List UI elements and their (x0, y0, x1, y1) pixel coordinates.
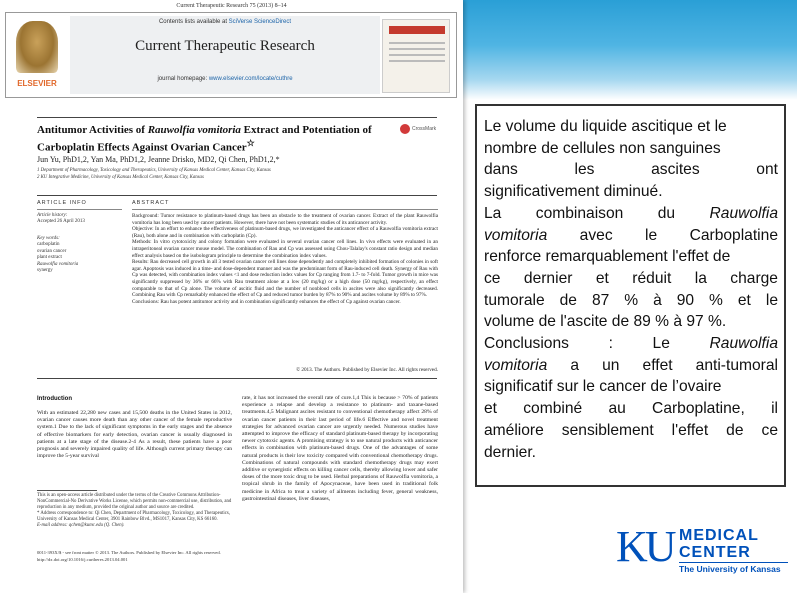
keyword: plant extract (37, 255, 62, 261)
affiliation-1: 1 Department of Pharmacology, Toxicology and Therapeutics, University of Kansas Medical Center, Kansas City, Kansas (37, 168, 271, 173)
summary-line: nombre de cellules non sanguines (484, 139, 721, 157)
footnote-email: E-mail address: qchen@kumc.edu (Q. Chen). (37, 523, 125, 528)
cover-line (389, 48, 445, 50)
ku-line-medical: MEDICAL (679, 527, 759, 544)
homepage-prefix: journal homepage: (157, 76, 209, 82)
crossmark-label: CrossMark (412, 126, 437, 132)
summary-line: significativement diminué. (484, 183, 663, 201)
summary-line-vomitoria: vomitoria avec le Carboplatine (484, 226, 778, 244)
journal-header-center (70, 16, 380, 94)
cover-line (389, 54, 445, 56)
title-part: Antitumor Activities of (37, 124, 148, 136)
keywords-block (37, 236, 122, 274)
footnote-address: * Address correspondence to: Qi Chen, Department of Pharmacology, Toxicology, and Therapeutics, University of Kansas Medical Center, 3901 Rainbow Blvd., MS1017, Kansas City, KS 66160. (37, 511, 230, 522)
cover-title-bar (389, 26, 445, 34)
summary-line: significatif sur le cancer de l’ovaire (484, 378, 722, 396)
journal-citation: Current Therapeutic Research 75 (2013) 8–14 (176, 3, 287, 9)
cover-line (389, 42, 445, 44)
ku-letters: KU (616, 522, 674, 571)
abstract-conclusions: Conclusions: Rau has potent antitumor activity and in combination significantly enhances the effect of Cp against ovarian cancer. (132, 298, 401, 305)
elsevier-logo (10, 19, 64, 89)
history-label: Article history: (37, 213, 68, 218)
summary-line: améliore sensiblement l'effet de ce (484, 421, 778, 439)
abstract-background: Background: Tumor resistance to platinum-based drugs has been an obstacle to the treatment of ovarian cancer. Extract of the plant Rauwolfia vomitoria has long been used by cancer patients. However, there have not been systematic studies of its anticancer activity. (132, 213, 438, 226)
homepage-line (70, 76, 380, 82)
summary-line: et combiné au Carboplatine, il (484, 400, 778, 418)
contents-prefix: Contents lists available at (158, 19, 229, 25)
divider (37, 209, 122, 210)
copyright-line: © 2013. The Authors. Published by Elsevier Inc. All rights reserved. (296, 367, 438, 373)
summary-line: dans les ascites ont (484, 161, 778, 179)
crossmark-icon (400, 124, 410, 134)
footnote-open-access: This is an open-access article distributed under the terms of the Creative Commons Attribution-NonCommercial-No Derivative Works License, which permits non-commercial use, distribution, and reproduction in any medium, provided the original author and source are credited. (37, 493, 232, 510)
summary-line: Le volume du liquide ascitique et le (484, 118, 727, 135)
divider (37, 195, 437, 196)
affiliation-2: 2 KU Integrative Medicine, University of Kansas Medical Center, Kansas City, Kansas (37, 175, 204, 180)
journal-cover-thumbnail (382, 19, 450, 93)
journal-title: Current Therapeutic Research (135, 38, 315, 54)
ku-line-center: CENTER (679, 544, 751, 561)
summary-line: volume de l'ascite de 89 % à 97 %. (484, 313, 727, 331)
journal-header (5, 12, 457, 98)
keyword: synergy (37, 268, 53, 274)
keyword: carboplatin (37, 242, 60, 248)
ku-divider (679, 562, 788, 563)
cover-line (389, 60, 445, 62)
doi-link[interactable]: http://dx.doi.org/10.1016/j.curtheres.2013.04.001 (37, 557, 128, 562)
ku-medical-center-logo (616, 522, 791, 574)
summary-line: renforce remarquablement l'effet de (484, 248, 731, 266)
summary-line-conclusions: Conclusions : Le Rauwolfia (484, 335, 778, 353)
publisher-name: ELSEVIER (17, 79, 57, 88)
summary-line: tumorale de 87 % à 90 % et le (484, 291, 778, 309)
abstract-text (132, 213, 438, 305)
divider (132, 209, 438, 210)
summary-line: ce dernier et réduit la charge (484, 269, 778, 287)
article-title: Antitumor Activities of Rauwolfia vomitoria Extract and Potentiation of Carboplatin Effects Against Ovarian Cancer☆ (37, 124, 372, 154)
title-species: Rauwolfia vomitoria (147, 124, 241, 136)
summary-line-combination: La combinaison du Rauwolfia (484, 204, 778, 222)
sciencedirect-link[interactable]: SciVerse ScienceDirect (228, 19, 292, 25)
article-history (37, 213, 122, 226)
abstract-label: ABSTRACT (132, 200, 170, 206)
homepage-link[interactable]: www.elsevier.com/locate/cuthre (208, 76, 293, 82)
abstract-methods: Methods: In vitro cytotoxicity and colony formation were evaluated in several ovarian cancer cell lines. In vivo effects were evaluated in an intraperitoneal ovarian cancer mouse model. The combination of Rau and Cp was assessed using Chou-Talalay's constant ratio design and median effect analysis based on the isobologram principle to determine the combination index values. (132, 239, 438, 259)
abstract-objective: Objective: In an effort to enhance the effectiveness of platinum-based drugs, we investigated the anticancer effect of a Rauwolfia vomitoria extract (Rau), both alone and in combination with carboplatin (Cp). (132, 226, 438, 239)
contents-line (70, 19, 380, 25)
history-value: Accepted 26 April 2013 (37, 219, 85, 225)
footnote-divider (37, 490, 97, 491)
article-info-label: ARTICLE INFO (37, 200, 87, 206)
ku-university-name: The University of Kansas (679, 564, 781, 574)
footnotes (37, 493, 232, 529)
french-summary-box (475, 104, 786, 487)
article-authors: Jun Yu, PhD1,2, Yan Ma, PhD1,2, Jeanne Drisko, MD2, Qi Chen, PhD1,2,* (37, 155, 280, 164)
issn-line: 0011-393X/$ - see front matter © 2013. The Authors. Published by Elsevier Inc. All rights reserved. (37, 550, 221, 555)
title-part: Extract and Potentiation of Carboplatin Effects Against Ovarian Cancer (37, 124, 372, 154)
french-summary-text (484, 116, 778, 463)
abstract-results: Results: Rau decreased cell growth in all 3 tested ovarian cancer cell lines dose dependently and completely inhibited formation of colonies in soft agar. Apoptosis was induced in a time- and dose-dependent manner and was the predominant form of Rau-induced cell death. Synergy of Rau with Cp was detected, with combination index values <1 and dose reduction index values for Cp ranging from 1.7- to 7-fold. Tumor growth in mice was significantly suppressed by 36% or 66% with Rau treatment alone at a low (20 mg/kg) or a high dose (50 mg/kg), respectively, an effect comparable to that of Cp alone. The volume of ascitic fluid and the number of nonblood cells in ascites were also significantly decreased. Combining Rau with Cp remarkably enhanced the effect of Cp and reduced tumor burden by 87% to 90% and ascites volume by 89% to 97%. (132, 259, 438, 299)
divider (37, 378, 437, 379)
divider (37, 117, 437, 118)
keyword: ovarian cancer (37, 248, 67, 254)
summary-line: dernier. (484, 443, 537, 461)
introduction-left-column: With an estimated 22,280 new cases and 15,500 deaths in the United States in 2012, ovarian cancer causes more death than any other cancer of the female reproductive system.1 Due to the lack of significant symptoms in the early stages and the absence of effective biomarkers for early detection, ovarian cancer is usually diagnosed in patients at a late stage of the disease.2-4 As a result, these patients have a poor prognosis and severely impaired quality of life. Although current primary therapy can improve the 5-year survival (37, 410, 232, 460)
ku-medical-center-name (679, 527, 759, 561)
introduction-right-column: rate, it has not increased the overall rate of cure.1,4 This is because > 70% of patients experience a relapse and develop a resistance to platinum- and taxane-based treatments.4,5 Malignant ascites resistant to conventional chemotherapy affect 28% of ovarian cancer patients in their last period of life.6 Effective and novel treatment strategies for advanced ovarian cancer are urgently needed. Numerous studies have attempted to improve the efficacy of standard platinum-based therapy by incorporating newer cytotoxic agents. A promising strategy is to use natural products with anticancer effects in combination with platinum-based drugs. One of the advantages of some natural products is their low toxicity compared with conventional chemotherapy drugs. Combinations of natural compounds with standard chemotherapy drugs may exert additive or synergistic effects on killing cancer cells, thereby allowing lower and safer doses of the more toxic drug to be used. Herbal preparations of Rauwolfia vomitoria, a tropical shrub in the family of Apocynaceae, have been used in traditional folk medicine in Africa to treat a variety of ailments including fever, general weakness, gastrointestinal diseases, liver diseases, (242, 395, 438, 502)
elsevier-tree-icon (16, 21, 58, 73)
introduction-heading: Introduction (37, 396, 72, 402)
keywords-label: Key words: (37, 236, 60, 241)
summary-line-effect: vomitoria a un effet anti-tumoral (484, 356, 778, 374)
crossmark-badge[interactable] (400, 124, 438, 136)
keyword: Rauwolfia vomitoria (37, 261, 79, 267)
